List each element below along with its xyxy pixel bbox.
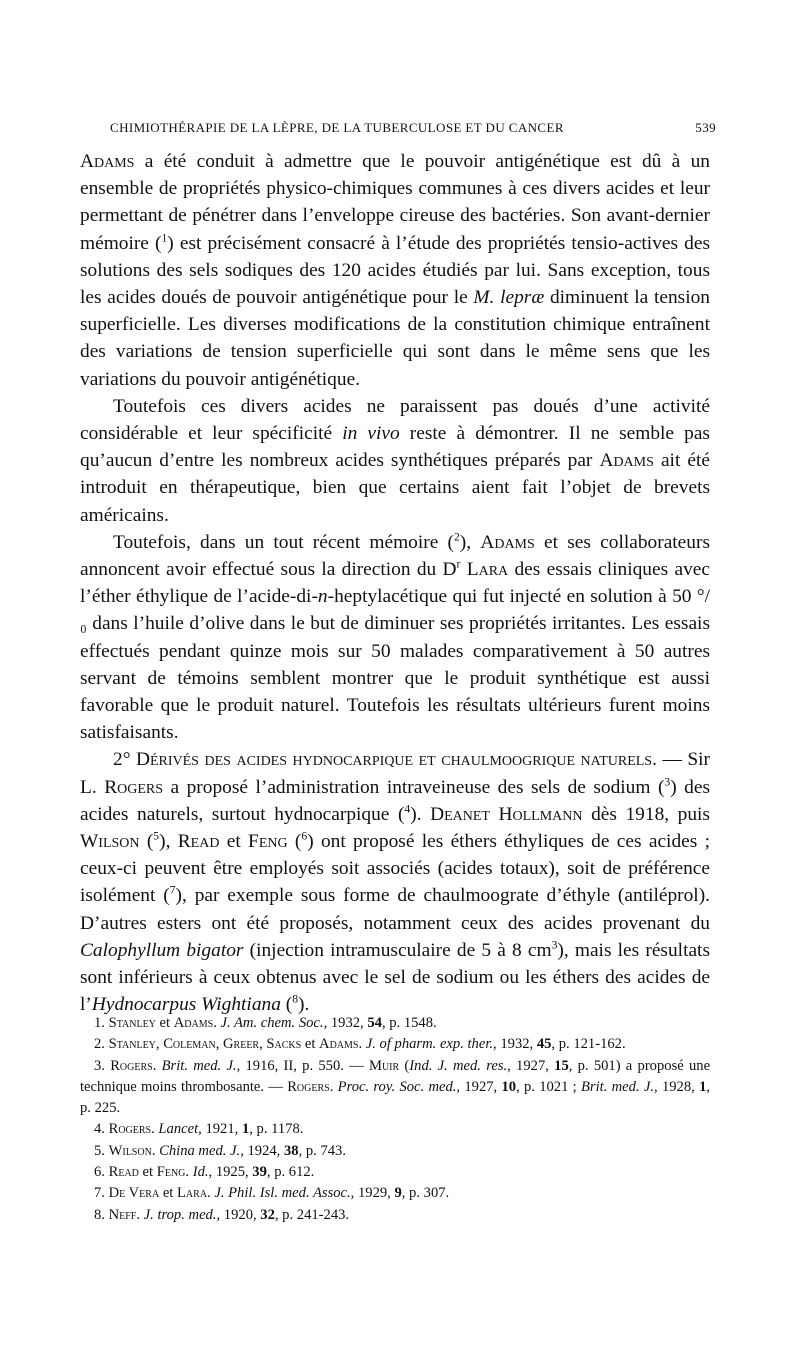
text-run: , 1932, (323, 1015, 368, 1031)
journal-title: J. of pharm. exp. ther. (365, 1036, 494, 1053)
author-name: Adams (319, 1036, 359, 1053)
text-run: ), par exemple sous forme de chaulmoograte d’éthyle (antiléprol). D’autres esters ont été proposés, notamment ceux des acides provenant du (80, 885, 710, 934)
text-run: diminuent la tension superficielle. Les diverses modifications de la constitution chimique entraînent des variations de tension superficielle qui sont dans le même sens que les variations du pouvoir antigénétique. (80, 287, 710, 390)
latin-term: in vivo (342, 423, 400, 445)
text-run: . (152, 1057, 162, 1074)
page-number: 539 (695, 120, 716, 135)
text-run: , p. 241-243. (274, 1206, 350, 1223)
note-number: 1. (94, 1015, 109, 1031)
species-name: M. lepræ (473, 287, 545, 309)
footnote-8 (80, 1205, 710, 1226)
footnote-6 (80, 1162, 710, 1183)
journal-title: Id. (192, 1164, 209, 1181)
footnote-5 (80, 1141, 710, 1162)
footnote-3 (80, 1056, 710, 1120)
author-name: Deanet Hollmann (430, 803, 583, 825)
footnote-ref: 2 (453, 530, 460, 544)
author-name: Wilson (80, 831, 140, 853)
text-run: , 1925, (208, 1164, 253, 1181)
footnote-4 (80, 1119, 710, 1140)
footnote-ref: 8 (292, 992, 299, 1006)
species-name: Calophyllum bigator (80, 939, 244, 961)
text-run: ), mais les résultats sont inférieurs à ceux obtenus avec le sel de sodium ou les éthers des acides de l’ (80, 939, 710, 1016)
running-title: CHIMIOTHÉRAPIE DE LA LÈPRE, DE LA TUBERCULOSE ET DU CANCER (110, 120, 564, 135)
text-run: , p. 121-162. (551, 1036, 626, 1053)
text-run: (injection intramusculaire de 5 à 8 cm (243, 939, 552, 961)
journal-title: J. Am. chem. Soc. (220, 1015, 324, 1031)
author-name: Rogers (110, 1057, 153, 1074)
author-name: Rogers (108, 1121, 152, 1138)
author-name: Feng (156, 1164, 186, 1181)
author-name: Adams (80, 151, 135, 172)
text-run: , 1924, (240, 1142, 284, 1159)
author-name: Neff (108, 1206, 137, 1223)
footnote-ref: 3 (664, 775, 671, 789)
volume-number: 15 (554, 1057, 569, 1074)
unit-exponent: 3 (551, 938, 558, 952)
volume-number: 54 (367, 1015, 382, 1031)
journal-title: J. trop. med. (143, 1206, 217, 1223)
footnote-ref: 7 (169, 884, 176, 898)
author-name: Read (108, 1164, 139, 1181)
text-run: . (185, 1164, 193, 1181)
author-name: Rogers (104, 776, 164, 798)
text-run: et (219, 831, 249, 853)
text-run: et (138, 1164, 157, 1181)
text-run: ) des acides naturels, surtout hydnocarpique ( (80, 776, 711, 825)
text-run: ) ont proposé les éthers éthyliques de ces acides ; ceux-ci peuvent être employés soit associés (acides totaux), soit de préférence isolément ( (80, 831, 710, 907)
journal-title: Brit. med. J. (581, 1078, 655, 1095)
text-run: a proposé l’administration intraveineuse des sels de sodium ( (163, 776, 665, 798)
note-number: 3. (94, 1057, 111, 1074)
journal-title: Lancet (158, 1121, 199, 1138)
text-run: ait été introduit en thérapeutique, bien que certains aient fait l’objet de brevets américains. (80, 450, 710, 526)
text-run: , p. 1548. (381, 1015, 437, 1031)
volume-number: 32 (260, 1206, 275, 1223)
text-run: , p. 501) a proposé une technique moins thrombosante. — (80, 1057, 711, 1095)
volume-number: 1 (241, 1121, 250, 1138)
volume-number: 45 (536, 1036, 552, 1053)
author-name: Read (177, 831, 220, 853)
note-number: 5. (94, 1142, 109, 1159)
text-run: ( (280, 994, 293, 1016)
author-name: Muir (368, 1057, 400, 1074)
text-run: , 1927, (507, 1057, 555, 1074)
text-run: , p. 225. (80, 1078, 711, 1117)
text-run: et (159, 1185, 178, 1202)
footnote-ref: 5 (153, 829, 160, 843)
paragraph-specificity (80, 393, 710, 529)
paragraph-clinical-trials (80, 529, 710, 747)
text-run: . (136, 1206, 144, 1223)
author-name: Stanley (108, 1015, 156, 1031)
text-run: ), (459, 531, 481, 553)
journal-title: China med. J. (159, 1142, 241, 1159)
text-run: reste à démontrer. Il ne semble pas qu’aucun d’entre les nombreux acides synthétiques préparés par (80, 423, 710, 472)
text-run: ( (287, 831, 302, 853)
text-run: et (301, 1036, 320, 1053)
footnote-ref: 4 (404, 802, 411, 816)
author-name: De Vera (108, 1185, 160, 1202)
author-name: Lara (177, 1185, 208, 1202)
footnote-ref: 1 (161, 231, 168, 245)
text-run: ( (139, 831, 154, 853)
text-run: . (207, 1185, 215, 1202)
text-run: -heptylacétique qui fut injecté en solution à 50 °/₀ dans l’huile d’olive dans le but de diminuer ses propriétés irritantes. Les essais effectués pendant quinze mois sur 50 malades comparativement à 50 autres servant de témoins semblent montrer que le produit synthétique est aussi favorable que le produit naturel. Toutefois les résultats ultérieurs furent moins satisfaisants. (80, 586, 710, 744)
volume-number: 1 (699, 1078, 707, 1095)
text-run: ). (298, 994, 310, 1016)
species-name: Hydnocarpus Wightiana (91, 994, 281, 1016)
section-heading: Dérivés des acides hydnocarpique et chaulmoogrique naturels. (135, 749, 657, 771)
paragraph-natural-derivatives (80, 746, 710, 1018)
text-run: , p. 1021 ; (516, 1078, 582, 1095)
text-run: , p. 1178. (249, 1121, 304, 1138)
note-number: 6. (94, 1164, 109, 1181)
author-name: Stanley, Coleman, Greer, Sacks (108, 1036, 302, 1053)
paragraph-adams-antigenetic (80, 148, 710, 393)
running-header (110, 120, 716, 144)
journal-title: J. Phil. Isl. med. Assoc. (214, 1185, 351, 1202)
author-name: Feng (248, 831, 288, 853)
footnote-ref: 6 (301, 829, 308, 843)
author-name: Adams (173, 1015, 214, 1031)
text-run: . (151, 1121, 159, 1138)
text-run: — Sir L. (80, 749, 710, 798)
note-number: 4. (94, 1121, 109, 1138)
text-run: . (358, 1036, 366, 1053)
text-run: , p. 743. (298, 1142, 346, 1159)
author-name: Wilson (108, 1142, 152, 1159)
text-run: dès 1918, puis (582, 803, 710, 825)
text-run: et (155, 1015, 174, 1031)
author-name: Rogers (287, 1078, 330, 1095)
text-run: , 1929, (350, 1185, 395, 1202)
text-run: , 1920, (216, 1206, 261, 1223)
note-number: 8. (94, 1206, 109, 1223)
text-run: . (329, 1078, 338, 1095)
text-run: , 1928, (654, 1078, 700, 1095)
journal-title: Ind. J. med. res. (409, 1057, 508, 1074)
text-run: , p. 612. (266, 1164, 315, 1181)
text-run: ) est précisément consacré à l’étude des propriétés tensio-actives des solutions des sels sodiques des 120 acides étudiés par lui. Sans exception, tous les acides doués de pouvoir antigénétique pour le (80, 232, 710, 309)
text-run: 2° (113, 749, 136, 771)
volume-number: 10 (501, 1078, 517, 1095)
author-name: Lara (466, 559, 509, 581)
text-run: , p. 307. (401, 1185, 450, 1202)
footnote-7 (80, 1183, 710, 1204)
text-run: a été conduit à admettre que le pouvoir antigénétique est dû à un ensemble de propriétés physico-chimiques communes à ces divers acides et leur permettant de pénétrer dans l’enveloppe cireuse des bactéries. Son avant-dernier mémoire ( (80, 151, 710, 254)
journal-title: Brit. med. J. (161, 1057, 237, 1074)
author-name: Adams (599, 450, 654, 472)
chem-prefix: n (317, 586, 328, 608)
text-run: , 1927, (456, 1078, 502, 1095)
text-run: . (213, 1015, 221, 1031)
footnote-1 (80, 1013, 710, 1034)
main-text (80, 148, 710, 1019)
text-run: , 1921, (198, 1121, 242, 1138)
volume-number: 38 (283, 1142, 299, 1159)
text-run: ). (410, 803, 431, 825)
note-number: 7. (94, 1185, 109, 1202)
text-run: Toutefois ces divers acides ne paraissent pas doués d’une activité considérable et leur spécificité (80, 395, 710, 445)
title-abbrev: r (456, 557, 461, 571)
text-run: ), (159, 831, 178, 853)
text-run: ( (399, 1057, 410, 1074)
text-run: . (151, 1142, 160, 1159)
text-run: et ses collaborateurs annoncent avoir effectué sous la direction du D (80, 531, 710, 581)
footnote-2 (80, 1034, 710, 1055)
note-number: 2. (94, 1036, 109, 1053)
footnotes (80, 1013, 710, 1226)
text-run: , 1932, (493, 1036, 537, 1053)
text-run: des essais cliniques avec l’éther éthylique de l’acide-di- (80, 559, 710, 608)
text-run: , 1916, II, p. 550. — (236, 1057, 369, 1074)
volume-number: 9 (394, 1185, 402, 1202)
text-run: Toutefois, dans un tout récent mémoire ( (113, 531, 454, 553)
author-name: Adams (480, 531, 535, 553)
journal-title: Proc. roy. Soc. med. (337, 1078, 457, 1095)
volume-number: 39 (252, 1164, 267, 1181)
